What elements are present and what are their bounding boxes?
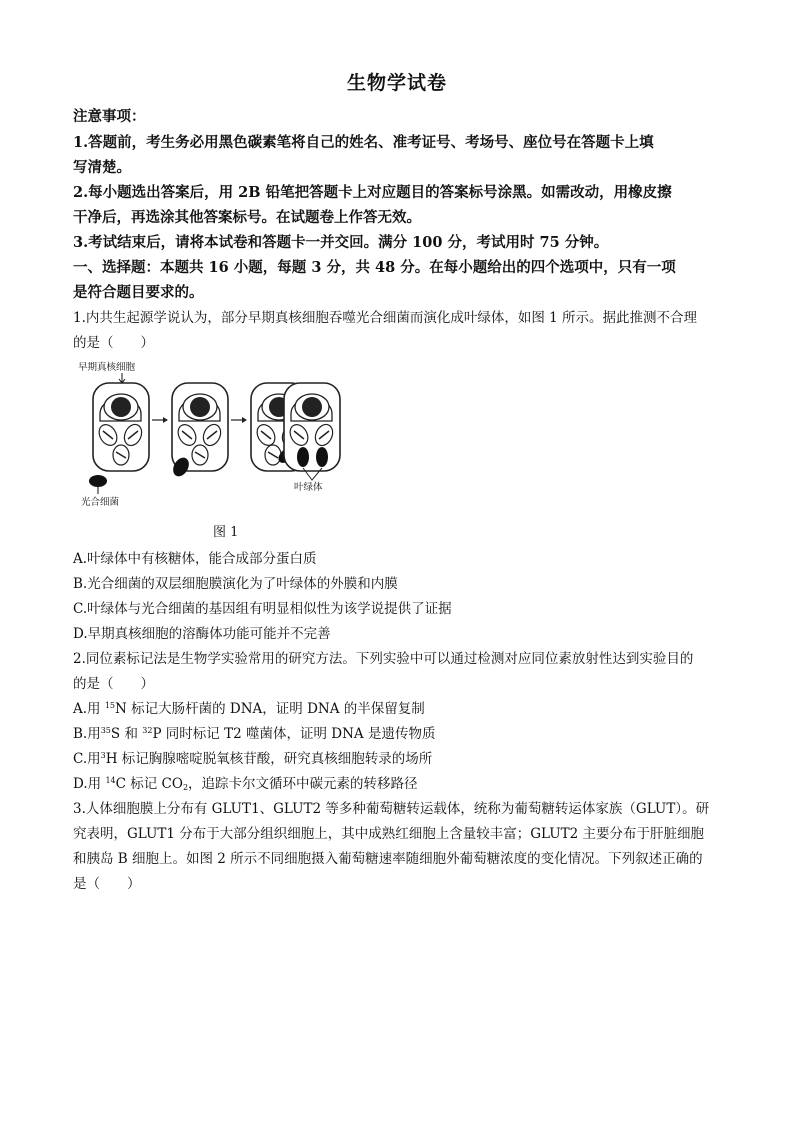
q1-option-c: C.叶绿体与光合细菌的基因组有明显相似性为该学说提供了证据 [73,601,452,617]
label-early-eukaryote: 早期真核细胞 [78,362,136,373]
notice-item-3: 3.考试结束后，请将本试卷和答题卡一并交回。满分 100 分，考试用时 75 分钟。 [73,234,609,251]
q2-stem: 2.同位素标记法是生物学实验常用的研究方法。下列实验中可以通过检测对应同位素放射性达到实验目的 [73,651,694,667]
q1-option-b: B.光合细菌的双层细胞膜演化为了叶绿体的外膜和内膜 [73,576,398,592]
q2-option-d: D.用 $^{14}$C 标记 $CO_2$，追踪卡尔文循环中碳元素的转移路径 [73,776,418,792]
q1-option-d: D.早期真核细胞的溶酶体功能可能并不完善 [73,626,331,642]
q1-stem-cont: 的是（ ） [73,335,154,351]
q3-stem-3: 和胰岛 B 细胞上。如图 2 所示不同细胞摄入葡萄糖速率随细胞外葡萄糖浓度的变化情况。下列叙述正确的 [73,851,703,867]
figure-1-caption: 图 1 [213,525,239,540]
label-chloroplast: 叶绿体 [294,482,323,493]
q1-stem: 1.内共生起源学说认为，部分早期真核细胞吞噬光合细菌而演化成叶绿体，如图 1 所示。据此推测不合理 [73,310,698,326]
q2-option-a: A.用 $^{15}$N 标记大肠杆菌的 DNA，证明 DNA 的半保留复制 [73,701,425,717]
cell-stage-1 [93,383,149,471]
notice-item-2-cont: 干净后，再选涂其他答案标号。在试题卷上作答无效。 [73,209,421,226]
figure-1-endosymbiosis [72,355,342,515]
q3-stem-4: 是（ ） [73,876,141,892]
section-heading-cont: 是符合题目要求的。 [73,284,204,301]
exam-title: 生物学试卷 [346,72,447,94]
q3-stem-1: 3.人体细胞膜上分布有 GLUT1、GLUT2 等多种葡萄糖转运载体，统称为葡萄糖转运体家族（GLUT）。研 [73,801,710,817]
label-photosynthetic-bacteria: 光合细菌 [81,497,120,508]
q2-stem-cont: 的是（ ） [73,676,154,692]
photosynthetic-bacterium [89,475,107,487]
notice-item-1-cont: 写清楚。 [73,159,131,176]
notice-item-2: 2.每小题选出答案后，用 2B 铅笔把答题卡上对应题目的答案标号涂黑。如需改动，用橡皮擦 [73,184,672,201]
q2-option-b: B.用$^{35}$S 和 $^{32}$P 同时标记 T2 噬菌体，证明 DNA 是遗传物质 [73,726,436,742]
q2-option-c: C.用$^3$H 标记胸腺嘧啶脱氧核苷酸，研究真核细胞转录的场所 [73,751,433,767]
q1-option-a: A.叶绿体中有核糖体，能合成部分蛋白质 [73,551,317,567]
notice-heading: 注意事项： [73,108,146,125]
section-heading: 一、选择题：本题共 16 小题，每题 3 分，共 48 分。在每小题给出的四个选项中，只有一项 [73,259,676,276]
cell-stage-2 [170,383,228,479]
notice-item-1: 1.答题前，考生务必用黑色碳素笔将自己的姓名、准考证号、考场号、座位号在答题卡上填 [73,134,654,151]
q3-stem-2: 究表明，GLUT1 分布于大部分组织细胞上，其中成熟红细胞上含量较丰富；GLUT2 主要分布于肝脏细胞 [73,826,705,842]
